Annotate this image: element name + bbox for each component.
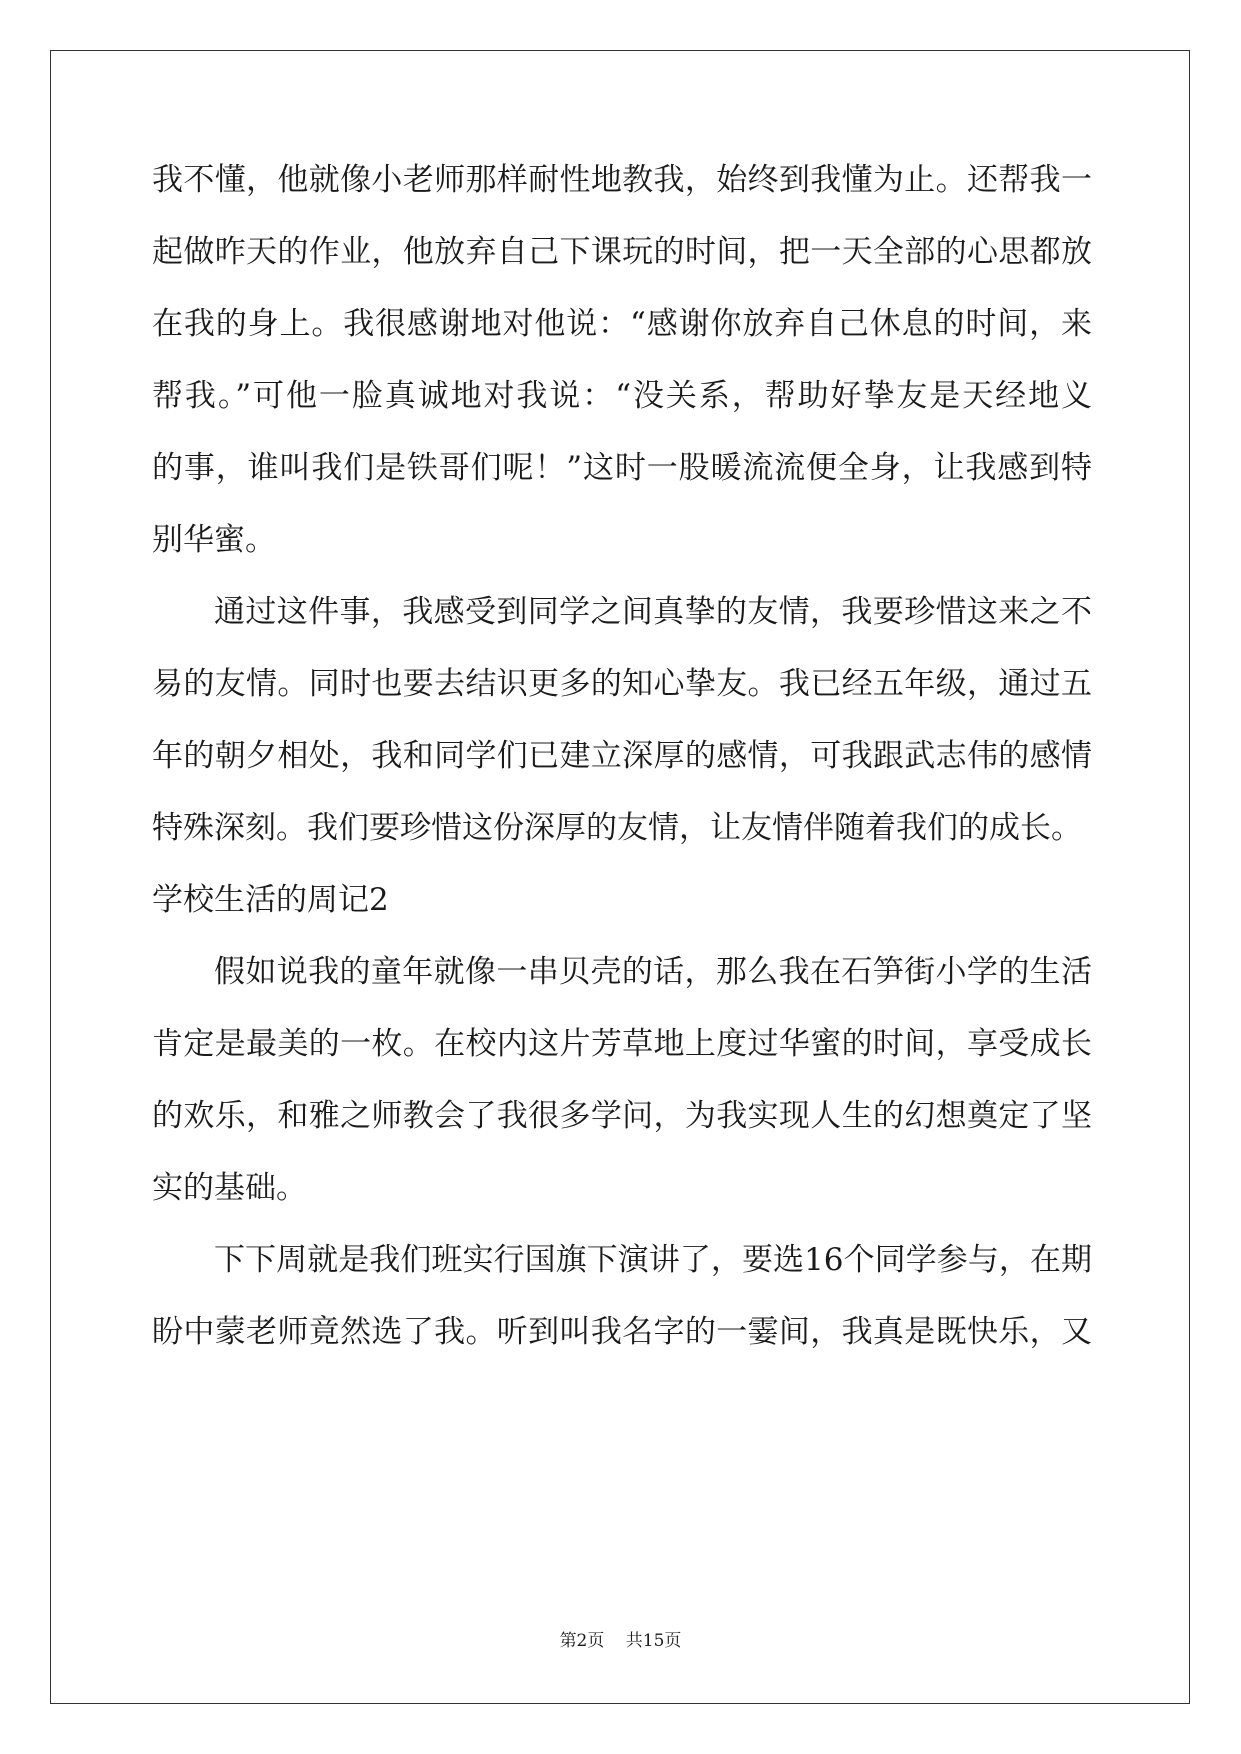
page-footer (0, 1626, 1241, 1651)
text-line: 别华蜜。 (152, 522, 276, 558)
text-line: 易的友情。同时也要去结识更多的知心挚友。我已经五年级，通过五 (152, 666, 1092, 702)
text-line: 通过这件事，我感受到同学之间真挚的友情，我要珍惜这来之不 (214, 594, 1092, 630)
text-line: 下下周就是我们班实行国旗下演讲了，要选16个同学参与，在期 (214, 1242, 1092, 1278)
text-line: 肯定是最美的一枚。在校内这片芳草地上度过华蜜的时间，享受成长 (152, 1026, 1092, 1062)
text-line: 我不懂，他就像小老师那样耐性地教我，始终到我懂为止。还帮我一 (152, 162, 1092, 198)
text-line: 的欢乐，和雅之师教会了我很多学问，为我实现人生的幻想奠定了坚 (152, 1098, 1092, 1134)
text-line: 假如说我的童年就像一串贝壳的话，那么我在石笋街小学的生活 (214, 954, 1092, 990)
page-number: 第2页 (559, 1631, 605, 1651)
text-line: 的事，谁叫我们是铁哥们呢！”这时一股暖流流便全身，让我感到特 (152, 450, 1092, 486)
text-line: 在我的身上。我很感谢地对他说：“感谢你放弃自己休息的时间，来 (152, 306, 1092, 342)
text-line: 实的基础。 (152, 1170, 307, 1206)
section-heading: 学校生活的周记2 (152, 882, 389, 918)
text-line: 起做昨天的作业，他放弃自己下课玩的时间，把一天全部的心思都放 (152, 234, 1092, 270)
text-line: 特殊深刻。我们要珍惜这份深厚的友情，让友情伴随着我们的成长。 (152, 810, 1082, 846)
text-line: 盼中蒙老师竟然选了我。听到叫我名字的一霎间，我真是既快乐，又 (152, 1314, 1092, 1350)
document-body (152, 152, 1092, 1376)
text-line: 帮我。”可他一脸真诚地对我说：“没关系，帮助好挚友是天经地义 (152, 378, 1092, 414)
text-line: 年的朝夕相处，我和同学们已建立深厚的感情，可我跟武志伟的感情 (152, 738, 1092, 774)
page-total: 共15页 (625, 1631, 682, 1651)
